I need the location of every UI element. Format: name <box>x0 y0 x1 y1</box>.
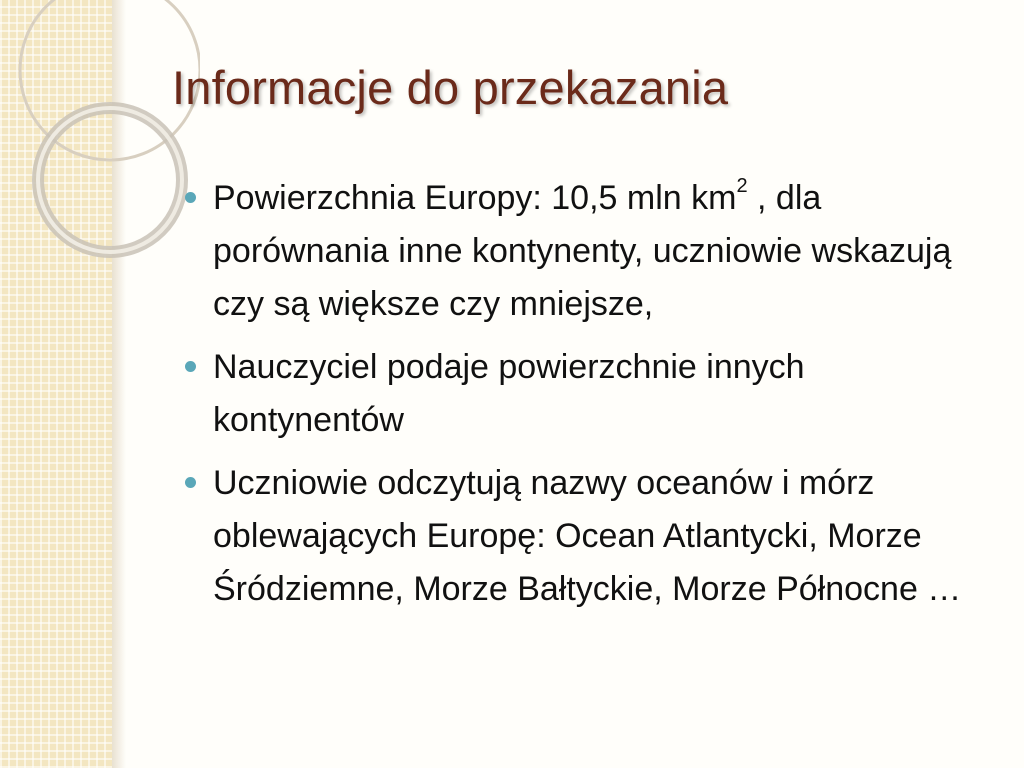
bullet-dot-icon <box>185 192 196 203</box>
superscript: 2 <box>736 175 748 197</box>
bullet-item <box>185 341 985 447</box>
bullet-item <box>185 172 985 331</box>
bullet-text: Powierzchnia Europy: 10,5 mln km <box>213 179 737 217</box>
bullet-text-continued: , dla porównania inne kontynenty, uczniowie wskazują czy są większe czy mniejsze, <box>213 179 952 323</box>
bullet-text: Uczniowie odczytują nazwy oceanów i mórz oblewających Europę: Ocean Atlantycki, Morze Śródziemne, Morze Bałtyckie, Morze Północne … <box>213 464 962 608</box>
decorative-ring-lower-highlight <box>38 108 182 252</box>
bullet-text: Nauczyciel podaje powierzchnie innych kontynentów <box>213 348 805 439</box>
slide-title: Informacje do przekazania <box>172 61 729 114</box>
bullet-list <box>185 172 985 626</box>
bullet-item <box>185 457 985 616</box>
decorative-rings <box>0 0 200 260</box>
bullet-dot-icon <box>185 477 196 488</box>
bullet-dot-icon <box>185 361 196 372</box>
